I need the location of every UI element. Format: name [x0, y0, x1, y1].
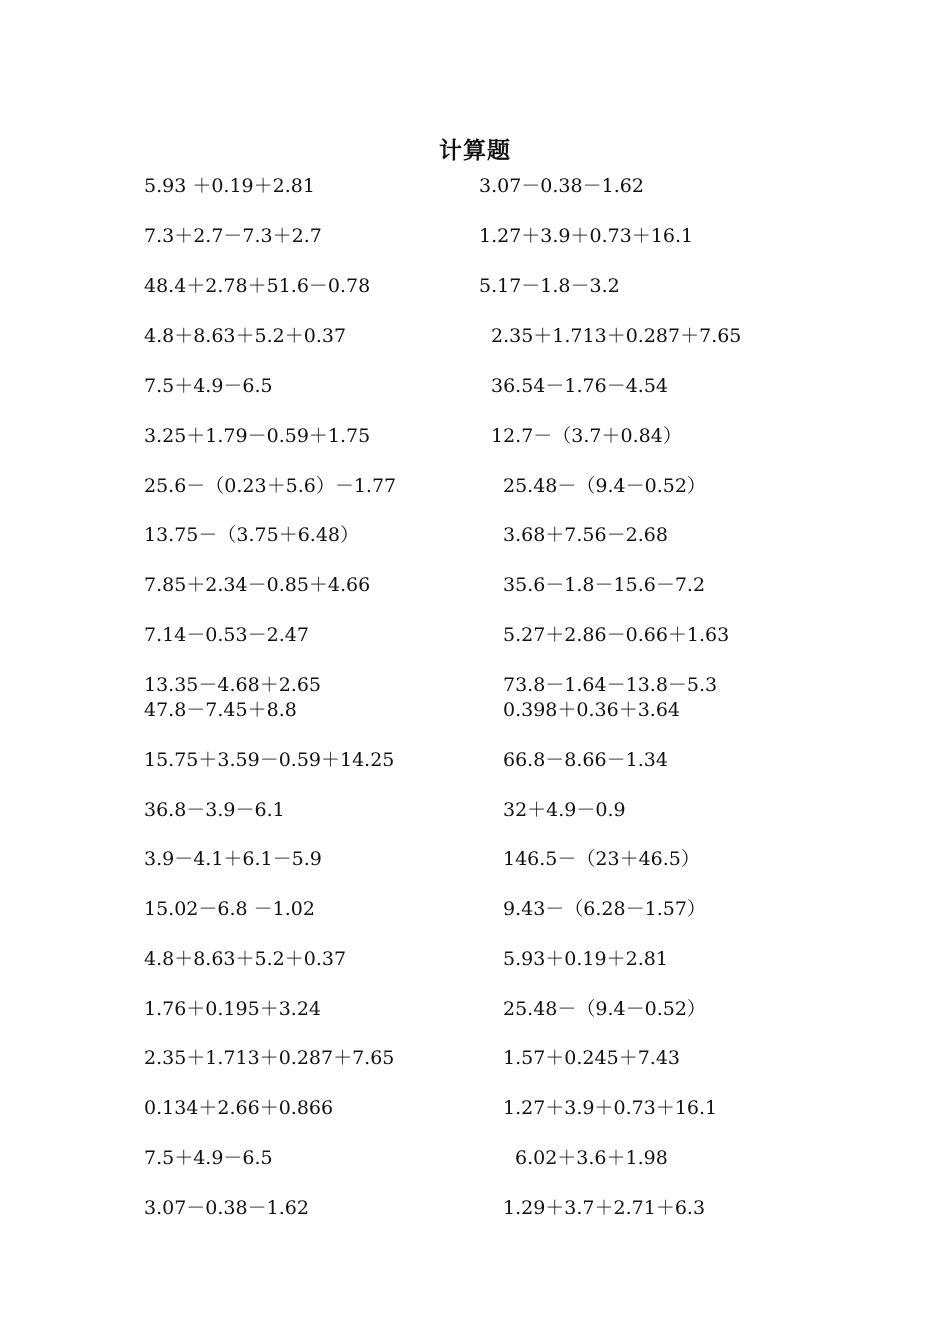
- problem-left-4: 4.8＋8.63＋5.2＋0.37: [144, 325, 347, 347]
- problem-left-9: 7.85＋2.34－0.85＋4.66: [144, 574, 371, 596]
- problem-right-2: 1.27＋3.9＋0.73＋16.1: [479, 225, 694, 247]
- problem-right-4: 2.35＋1.713＋0.287＋7.65: [491, 325, 742, 347]
- problem-right-18: 25.48－（9.4－0.52）: [503, 998, 706, 1020]
- problem-left-3: 48.4＋2.78＋51.6－0.78: [144, 275, 371, 297]
- problem-left-14: 36.8－3.9－6.1: [144, 799, 285, 821]
- problem-left-6: 3.25＋1.79－0.59＋1.75: [144, 425, 371, 447]
- problem-left-1: 5.93 ＋0.19＋2.81: [144, 175, 315, 197]
- problem-left-11: 13.35－4.68＋2.65: [144, 674, 322, 696]
- problem-right-11: 73.8－1.64－13.8－5.3: [503, 674, 718, 696]
- problem-right-10: 5.27＋2.86－0.66＋1.63: [503, 624, 730, 646]
- problem-right-6: 12.7－（3.7＋0.84）: [491, 425, 682, 447]
- problem-left-7: 25.6－（0.23＋5.6）－1.77: [144, 475, 397, 497]
- problem-right-13: 66.8－8.66－1.34: [503, 749, 668, 771]
- problem-right-12: 0.398＋0.36＋3.64: [503, 699, 681, 721]
- problem-right-14: 32＋4.9－0.9: [503, 799, 626, 821]
- problem-left-17: 4.8＋8.63＋5.2＋0.37: [144, 948, 347, 970]
- problem-right-22: 1.29＋3.7＋2.71＋6.3: [503, 1197, 706, 1219]
- problem-right-8: 3.68＋7.56－2.68: [503, 524, 668, 546]
- problem-right-9: 35.6－1.8－15.6－7.2: [503, 574, 706, 596]
- problem-right-16: 9.43－（6.28－1.57）: [503, 898, 706, 920]
- problem-right-15: 146.5－（23＋46.5）: [503, 848, 700, 870]
- problem-right-20: 1.27＋3.9＋0.73＋16.1: [503, 1097, 718, 1119]
- problem-left-18: 1.76＋0.195＋3.24: [144, 998, 322, 1020]
- problem-left-13: 15.75＋3.59－0.59＋14.25: [144, 749, 395, 771]
- problem-right-17: 5.93＋0.19＋2.81: [503, 948, 668, 970]
- problem-left-19: 2.35＋1.713＋0.287＋7.65: [144, 1047, 395, 1069]
- problem-left-5: 7.5＋4.9－6.5: [144, 375, 273, 397]
- problem-right-19: 1.57＋0.245＋7.43: [503, 1047, 681, 1069]
- problem-left-16: 15.02－6.8 －1.02: [144, 898, 315, 920]
- problem-right-7: 25.48－（9.4－0.52）: [503, 475, 706, 497]
- problem-right-1: 3.07－0.38－1.62: [479, 175, 644, 197]
- page-title: 计算题: [439, 138, 511, 164]
- problem-left-12: 47.8－7.45＋8.8: [144, 699, 297, 721]
- problem-left-10: 7.14－0.53－2.47: [144, 624, 309, 646]
- problem-left-8: 13.75－（3.75＋6.48）: [144, 524, 360, 546]
- problem-left-2: 7.3＋2.7－7.3＋2.7: [144, 225, 322, 247]
- problem-right-21: 6.02＋3.6＋1.98: [515, 1147, 668, 1169]
- problem-left-21: 7.5＋4.9－6.5: [144, 1147, 273, 1169]
- problem-left-15: 3.9－4.1＋6.1－5.9: [144, 848, 322, 870]
- problem-right-3: 5.17－1.8－3.2: [479, 275, 620, 297]
- problem-left-20: 0.134＋2.66＋0.866: [144, 1097, 334, 1119]
- problem-right-5: 36.54－1.76－4.54: [491, 375, 669, 397]
- problem-left-22: 3.07－0.38－1.62: [144, 1197, 309, 1219]
